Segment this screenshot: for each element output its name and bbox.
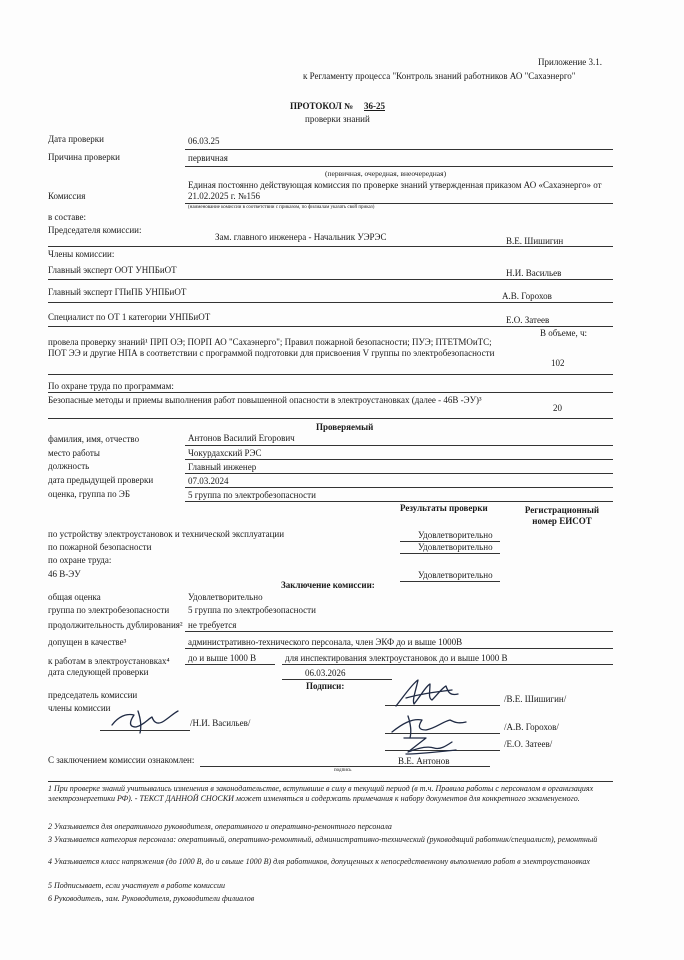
prev-date-value: 07.03.2024 bbox=[188, 476, 229, 486]
chairman-name: В.Е. Шишигин bbox=[506, 236, 564, 246]
footnote-1: 1 При проверке знаний учитывались изменения в законодательстве, вступившие в силу в текущий период (в т.ч. Правила работы с персоналом в организациях электроэнергетики РФ). - ТЕКСТ ДАННОЙ СНОСКИ может изменяться и содержать примечания к набору документов для конкретного экзаменуемого. bbox=[48, 784, 594, 803]
zateev-signature bbox=[400, 732, 460, 758]
appendix-label: Приложение 3.1. bbox=[538, 57, 603, 67]
next-date-label: дата следующей проверки bbox=[48, 667, 149, 677]
examinee-heading: Проверяемый bbox=[316, 422, 374, 432]
commission-line bbox=[185, 203, 613, 204]
sig-chairman-label: председатель комиссии bbox=[48, 690, 138, 700]
workplace-label: место работы bbox=[48, 448, 100, 458]
vasiliev-signature bbox=[108, 707, 183, 735]
results-heading: Результаты проверки bbox=[400, 503, 488, 513]
next-date-value: 06.03.2026 bbox=[305, 668, 346, 678]
footnote-5: 5 Подписывает, если участвует в работе комиссии bbox=[48, 881, 226, 890]
position-label: должность bbox=[48, 461, 90, 471]
program-text: провела проверку знаний¹ ПРП ОЭ; ПОРП АО "Сахаэнерго"; Правил пожарной безопасности; ПУЭ; ПТЕТМОиТС; ПОТ ЭЭ и другие НПА в соответствии с программой подготовки для присвоения V группы по электробезопасности bbox=[48, 337, 495, 358]
program-hours: 102 bbox=[551, 358, 565, 368]
group-value: 5 группа по электробезопасности bbox=[188, 490, 316, 500]
overall-label: общая оценка bbox=[48, 592, 101, 602]
commission-value: Единая постоянно действующая комиссия по проверке знаний утвержденная приказом АО «Сахаэнерго» от 21.02.2025 г. №156 bbox=[188, 180, 602, 201]
next-date-line bbox=[282, 679, 392, 680]
check-date-line bbox=[185, 149, 613, 150]
admitted-label: допущен в качестве³ bbox=[48, 637, 127, 647]
safe-methods-text: Безопасные методы и приемы выполнения работ повышенной опасности в электроустановках (далее - 46В -ЭУ)³ bbox=[48, 395, 482, 405]
admitted-value: административно-технического персонала, член ЭКФ до и выше 1000В bbox=[188, 637, 463, 647]
footnote-3: 3 Указывается категория персонала: оперативный, оперативно-ремонтный, административно-технический (руководящий работник/специалист), ремонтный bbox=[48, 835, 598, 844]
result-value-4: Удовлетворительно bbox=[418, 570, 493, 580]
protocol-subtitle: проверки знаний bbox=[305, 114, 370, 124]
ot-program-label: По охране труда по программам: bbox=[48, 381, 174, 391]
member-line-2 bbox=[48, 302, 613, 303]
duplication-line bbox=[185, 631, 613, 632]
sig-gorokhov-name: /А.В. Горохов/ bbox=[504, 722, 559, 732]
result-line-2 bbox=[400, 553, 500, 554]
acquainted-label: С заключением комиссии ознакомлен: bbox=[48, 755, 195, 765]
result-label-1: по устройству электроустановок и технической эксплуатации bbox=[48, 529, 285, 539]
member-name-3: Е.О. Затеев bbox=[506, 315, 550, 325]
fio-label: фамилия, имя, отчество bbox=[48, 434, 140, 444]
result-line-4 bbox=[400, 581, 500, 582]
footnote-separator bbox=[48, 781, 613, 782]
member-line-1 bbox=[48, 279, 613, 280]
program-line bbox=[48, 374, 613, 375]
ot-program-line bbox=[48, 392, 613, 393]
work-description: для инспектирования электроустановок до и выше 1000 В bbox=[285, 653, 508, 663]
reason-hint: (первичная, очередная, внеочередная) bbox=[325, 169, 447, 178]
result-label-3: по охране труда: bbox=[48, 555, 112, 565]
group-line bbox=[185, 501, 613, 502]
volume-label: В объеме, ч: bbox=[540, 328, 587, 338]
position-value: Главный инженер bbox=[188, 462, 257, 472]
prev-date-label: дата предыдущей проверки bbox=[48, 475, 154, 485]
result-label-4: 46 В-ЭУ bbox=[48, 569, 81, 579]
fio-value: Антонов Василий Егорович bbox=[188, 433, 295, 443]
composition-label: в составе: bbox=[48, 212, 86, 222]
eb-group-value: 5 группа по электробезопасности bbox=[188, 605, 316, 615]
footnote-2: 2 Указывается для оперативного руководителя, оперативного и оперативно-ремонтного персонала bbox=[48, 822, 392, 831]
work-label: к работам в электроустановках⁴ bbox=[48, 656, 170, 666]
chairman-signature bbox=[392, 676, 462, 710]
protocol-title: ПРОТОКОЛ № bbox=[290, 101, 354, 111]
group-label: оценка, группа по ЭБ bbox=[48, 489, 130, 499]
regulation-label: к Регламенту процесса "Контроль знаний работников АО "Сахаэнерго" bbox=[303, 71, 576, 81]
member-line-3 bbox=[48, 326, 613, 327]
safe-methods-line bbox=[48, 418, 613, 419]
check-date-label: Дата проверки bbox=[48, 134, 104, 144]
reason-value: первичная bbox=[188, 153, 228, 163]
signature-hint: подпись bbox=[334, 768, 352, 773]
sig-zateev-name: /Е.О. Затеев/ bbox=[504, 739, 553, 749]
admitted-line bbox=[185, 648, 613, 649]
fio-line bbox=[185, 445, 613, 446]
member-position-3: Специалист по ОТ 1 категории УНПБиОТ bbox=[48, 312, 211, 322]
work-voltage-line bbox=[185, 664, 275, 665]
work-voltage: до и выше 1000 В bbox=[188, 653, 257, 663]
overall-value: Удовлетворительно bbox=[188, 592, 263, 602]
chairman-position: Зам. главного инженера - Начальник УЭРЭС bbox=[215, 232, 387, 242]
position-line bbox=[185, 473, 613, 474]
member-name-1: Н.И. Васильев bbox=[506, 268, 562, 278]
acquainted-line bbox=[200, 766, 490, 767]
duplication-label: продолжительность дублирования² bbox=[48, 620, 183, 630]
footnote-4: 4 Указывается класс напряжения (до 1000 В, до и свыше 1000 В) для работников, допущенных к непосредственному выполнению работ в электроустановках bbox=[48, 857, 590, 866]
sig-vasiliev-name: /Н.И. Васильев/ bbox=[190, 718, 251, 728]
commission-label: Комиссия bbox=[48, 191, 86, 201]
chairman-line bbox=[48, 246, 613, 247]
chairman-label: Председателя комиссии: bbox=[48, 225, 142, 235]
acquainted-name: В.Е. Антонов bbox=[398, 756, 450, 766]
duplication-value: не требуется bbox=[188, 620, 237, 630]
safe-methods-hours: 20 bbox=[553, 403, 562, 413]
result-label-2: по пожарной безопасности bbox=[48, 542, 152, 552]
prev-date-line bbox=[185, 487, 613, 488]
sig-members-label: члены комиссии bbox=[48, 703, 111, 713]
reg-number-heading: Регистрационный номер ЕИСОТ bbox=[524, 505, 600, 526]
footnote-6: 6 Руководитель, зам. Руководителя, руководители филиалов bbox=[48, 894, 255, 903]
members-label: Члены комиссии: bbox=[48, 249, 115, 259]
reason-line bbox=[185, 166, 613, 167]
eb-group-label: группа по электробезопасности bbox=[48, 605, 170, 615]
signatures-heading: Подписи: bbox=[306, 681, 345, 691]
member-name-2: А.В. Горохов bbox=[502, 291, 552, 301]
workplace-value: Чокурдахский РЭС bbox=[188, 448, 262, 458]
commission-hint: (наименование комиссии в соответствии с приказом, по филиалам указать свой приказ) bbox=[188, 205, 375, 210]
check-date-value: 06.03.25 bbox=[188, 136, 220, 146]
work-description-line bbox=[282, 664, 613, 665]
workplace-line bbox=[185, 459, 613, 460]
member-position-2: Главный эксперт ГПиПБ УНПБиОТ bbox=[48, 287, 187, 297]
protocol-number: 36-25 bbox=[364, 101, 385, 111]
result-value-1: Удовлетворительно bbox=[418, 530, 493, 540]
result-value-2: Удовлетворительно bbox=[418, 542, 493, 552]
conclusion-heading: Заключение комиссии: bbox=[281, 580, 375, 590]
reason-label: Причина проверки bbox=[48, 152, 120, 162]
member-position-1: Главный эксперт ООТ УНПБиОТ bbox=[48, 265, 177, 275]
sig-chairman-name: /В.Е. Шишигин/ bbox=[504, 694, 567, 704]
